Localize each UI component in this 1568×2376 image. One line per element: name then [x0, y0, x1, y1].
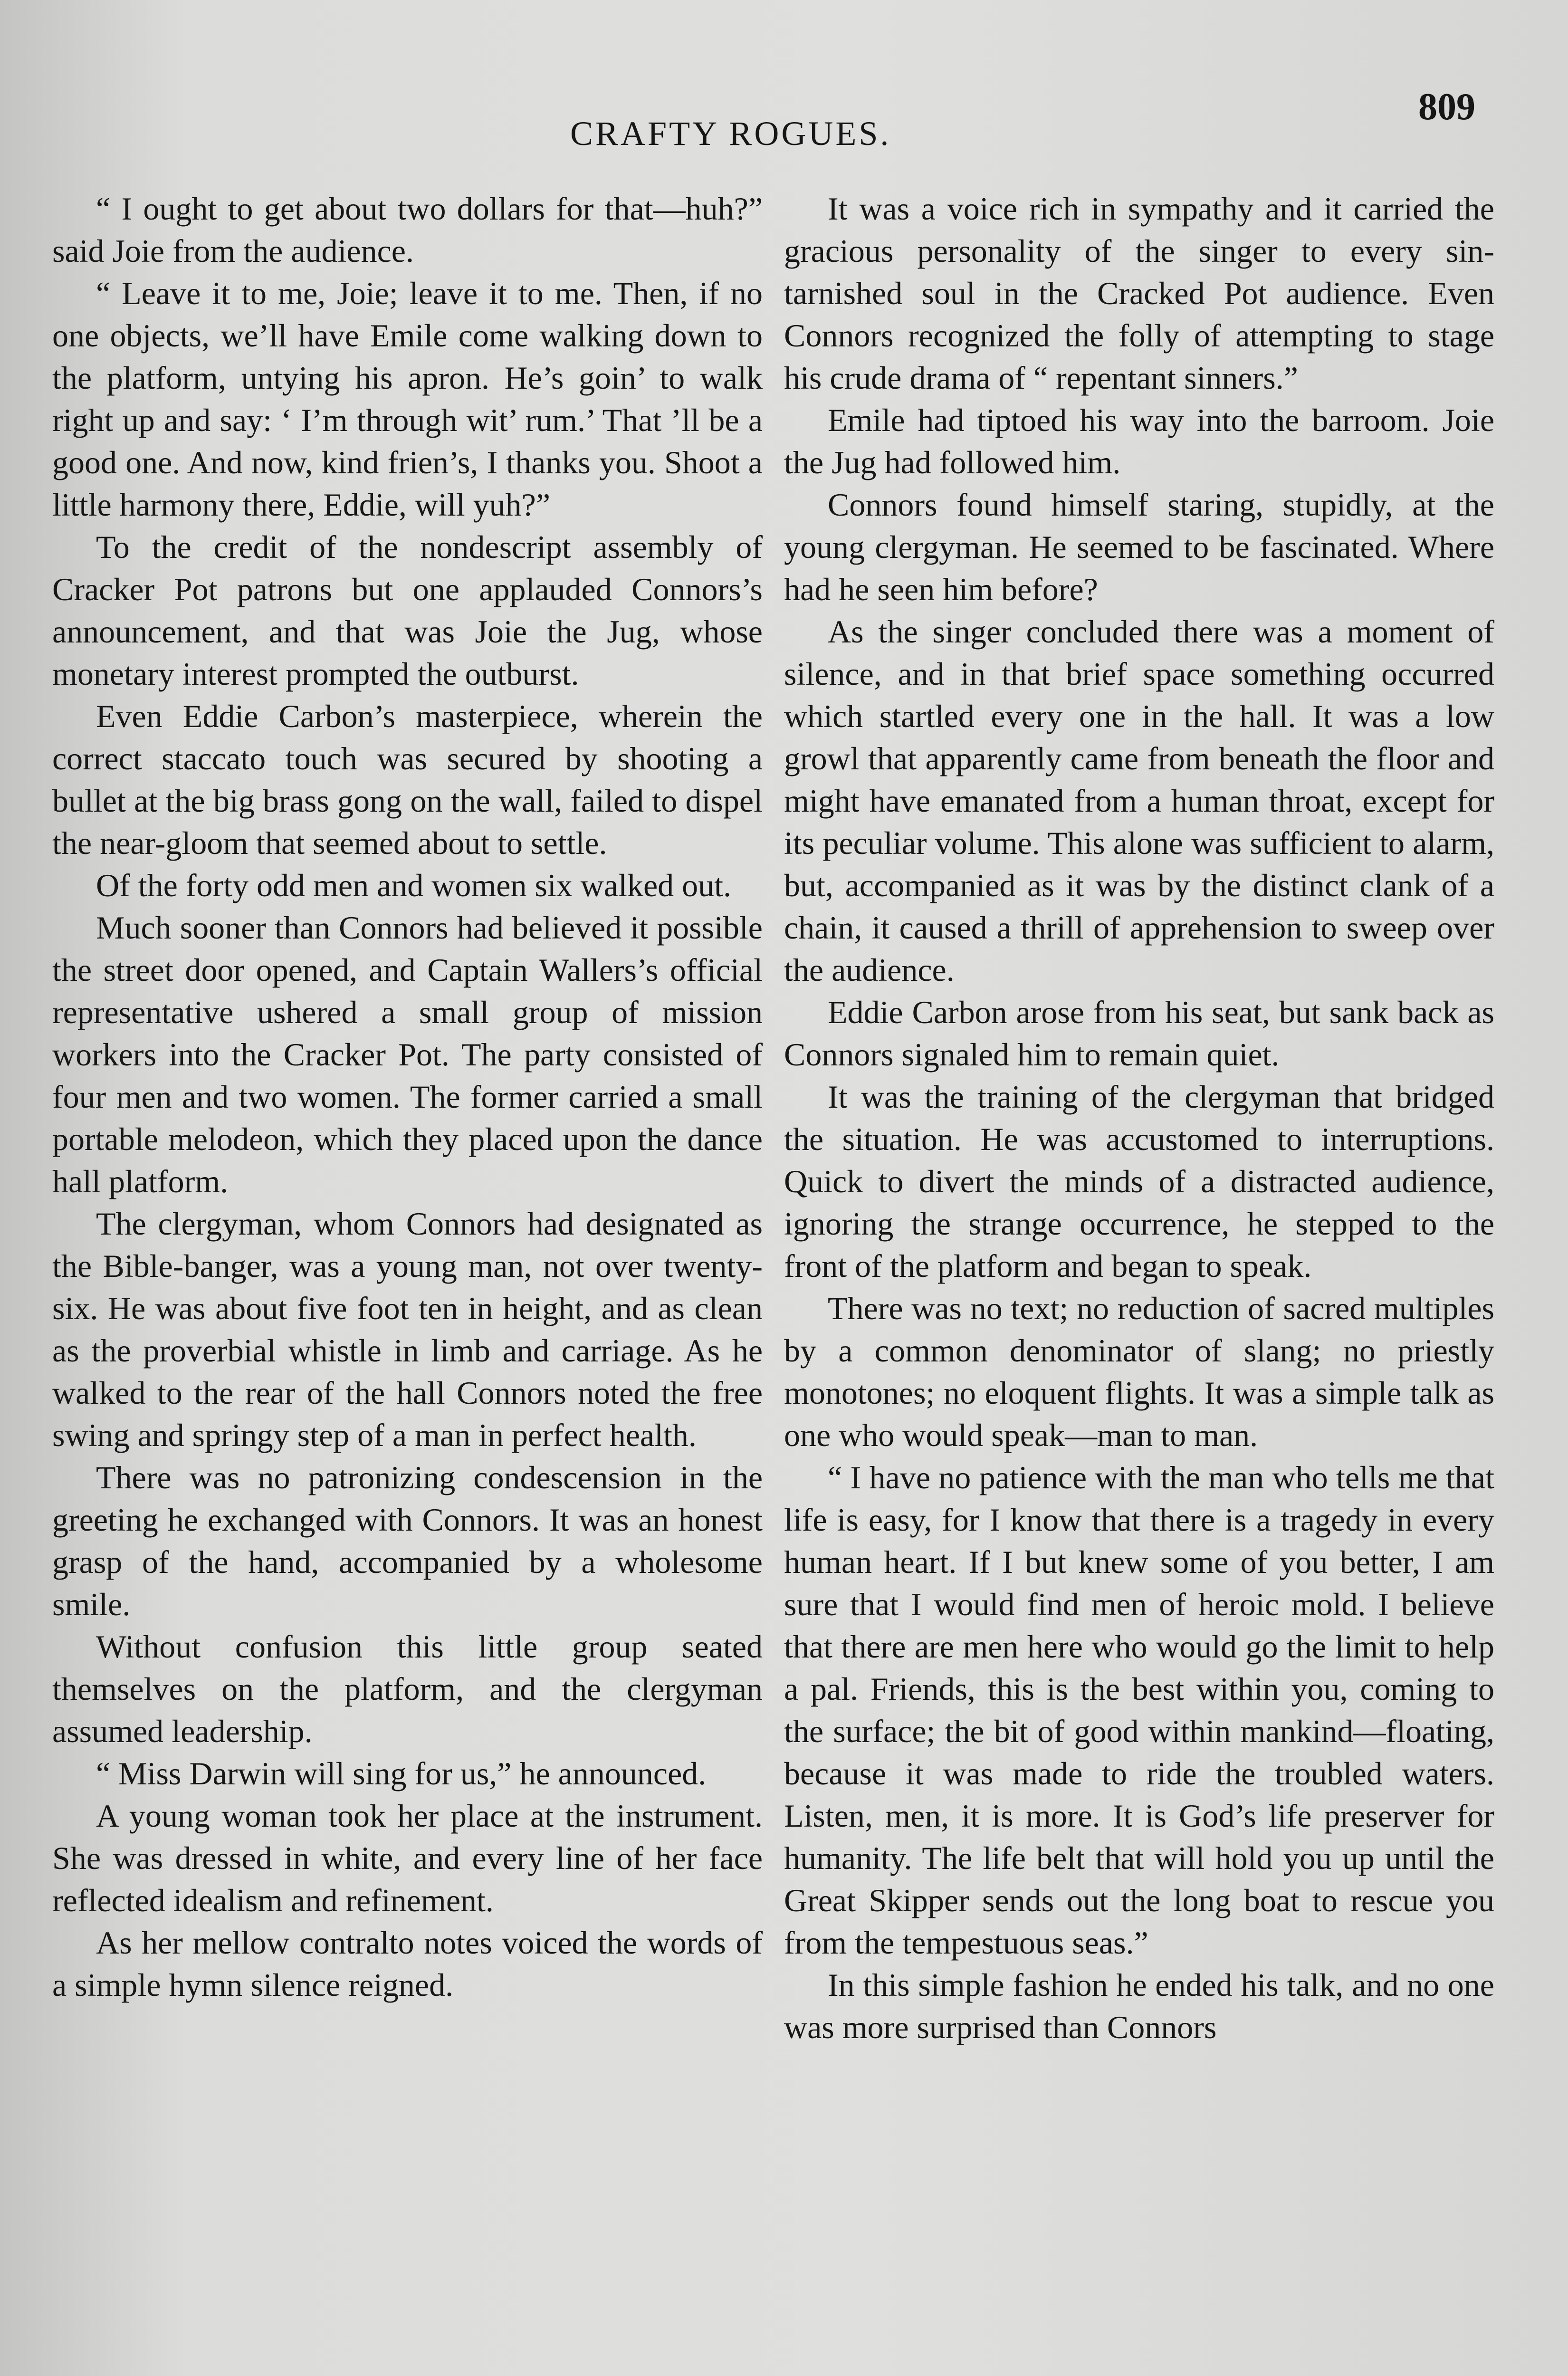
paragraph: “ Miss Darwin will sing for us,” he announced. — [96, 1755, 707, 1792]
right-column — [784, 188, 1494, 2049]
running-title: CRAFTY ROGUES. — [570, 115, 891, 153]
paragraph: To the credit of the nondescript assembly of Cracker Pot patrons but one applauded Connors’s announcement, and that was Joie the Jug, whose monetary interest prompted the outburst. — [52, 529, 763, 692]
paragraph: “ I have no patience with the man who tells me that life is easy, for I know that there is a tragedy in every human heart. If I but knew some of you better, I am sure that I would find men of heroic mold. I believe that there are men here who would go the limit to help a pal. Friends, this is the best within you, coming to the surface; the bit of good within mankind—floating, because it was made to ride the troubled waters. Listen, men, it is more. It is God’s life preserver for humanity. The life belt that will hold you up until the Great Skipper sends out the long boat to rescue you from the tempestuous seas.” — [784, 1459, 1494, 1961]
paragraph: There was no patronizing condescension in the greeting he exchanged with Connors. It was an honest grasp of the hand, accompanied by a wholesome smile. — [52, 1459, 763, 1622]
paragraph: As her mellow contralto notes voiced the words of a simple hymn silence reigned. — [52, 1925, 763, 2003]
paragraph: As the singer concluded there was a moment of silence, and in that brief space something occurred which startled every one in the hall. It was a low growl that apparently came from beneath the floor and might have emanated from a human throat, except for its peculiar volume. This alone was sufficient to alarm, but, accompanied as it was by the distinct clank of a chain, it caused a thrill of apprehension to sweep over the audience. — [784, 613, 1494, 988]
page-header — [0, 86, 1568, 166]
paragraph: Connors found himself staring, stupidly, at the young clergyman. He seemed to be fascinated. Where had he seen him before? — [784, 487, 1494, 607]
paragraph: Much sooner than Connors had believed it possible the street door opened, and Captain Wallers’s official representative ushered a small group of mission workers into the Cracker Pot. The party consisted of four men and two women. The former carried a small portable melodeon, which they placed upon the dance hall platform. — [52, 910, 763, 1199]
paragraph: The clergyman, whom Connors had designated as the Bible-banger, was a young man, not over twenty-six. He was about five foot ten in height, and as clean as the proverbial whistle in limb and carriage. As he walked to the rear of the hall Connors noted the free swing and springy step of a man in perfect health. — [52, 1206, 763, 1453]
paragraph: It was the training of the clergyman that bridged the situation. He was accustomed to interruptions. Quick to divert the minds of a distracted audience, ignoring the strange occurrence, he stepped to the front of the platform and began to speak. — [784, 1079, 1494, 1284]
page-number: 809 — [1418, 86, 1475, 128]
paragraph: There was no text; no reduction of sacred multiples by a common denominator of slang; no priestly monotones; no eloquent flights. It was a simple talk as one who would speak—man to man. — [784, 1290, 1494, 1453]
paragraph: In this simple fashion he ended his talk, and no one was more surprised than Connors — [784, 1967, 1494, 2045]
paragraph: “ I ought to get about two dollars for that—huh?” said Joie from the audience. — [52, 191, 763, 269]
paragraph: Eddie Carbon arose from his seat, but sank back as Connors signaled him to remain quiet. — [784, 994, 1494, 1073]
left-column — [52, 188, 763, 2006]
paragraph: “ Leave it to me, Joie; leave it to me. Then, if no one objects, we’ll have Emile come walking down to the platform, untying his apron. He’s goin’ to walk right up and say: ‘ I’m through wit’ rum.’ That ’ll be a good one. And now, kind frien’s, I thanks you. Shoot a little harmony there, Eddie, will yuh?” — [52, 275, 763, 523]
paragraph: A young woman took her place at the instrument. She was dressed in white, and every line of her face reflected idealism and refinement. — [52, 1798, 763, 1918]
paragraph: Emile had tiptoed his way into the barroom. Joie the Jug had followed him. — [784, 402, 1494, 480]
paragraph: Without confusion this little group seated themselves on the platform, and the clergyman assumed leadership. — [52, 1629, 763, 1749]
paragraph: Even Eddie Carbon’s masterpiece, wherein the correct staccato touch was secured by shooting a bullet at the big brass gong on the wall, failed to dispel the near-gloom that seemed about to settle. — [52, 698, 763, 861]
paragraph: It was a voice rich in sympathy and it carried the gracious personality of the singer to every sin-tarnished soul in the Cracked Pot audience. Even Connors recognized the folly of attempting to stage his crude drama of “ repentant sinners.” — [784, 191, 1494, 396]
paragraph: Of the forty odd men and women six walked out. — [96, 867, 732, 903]
